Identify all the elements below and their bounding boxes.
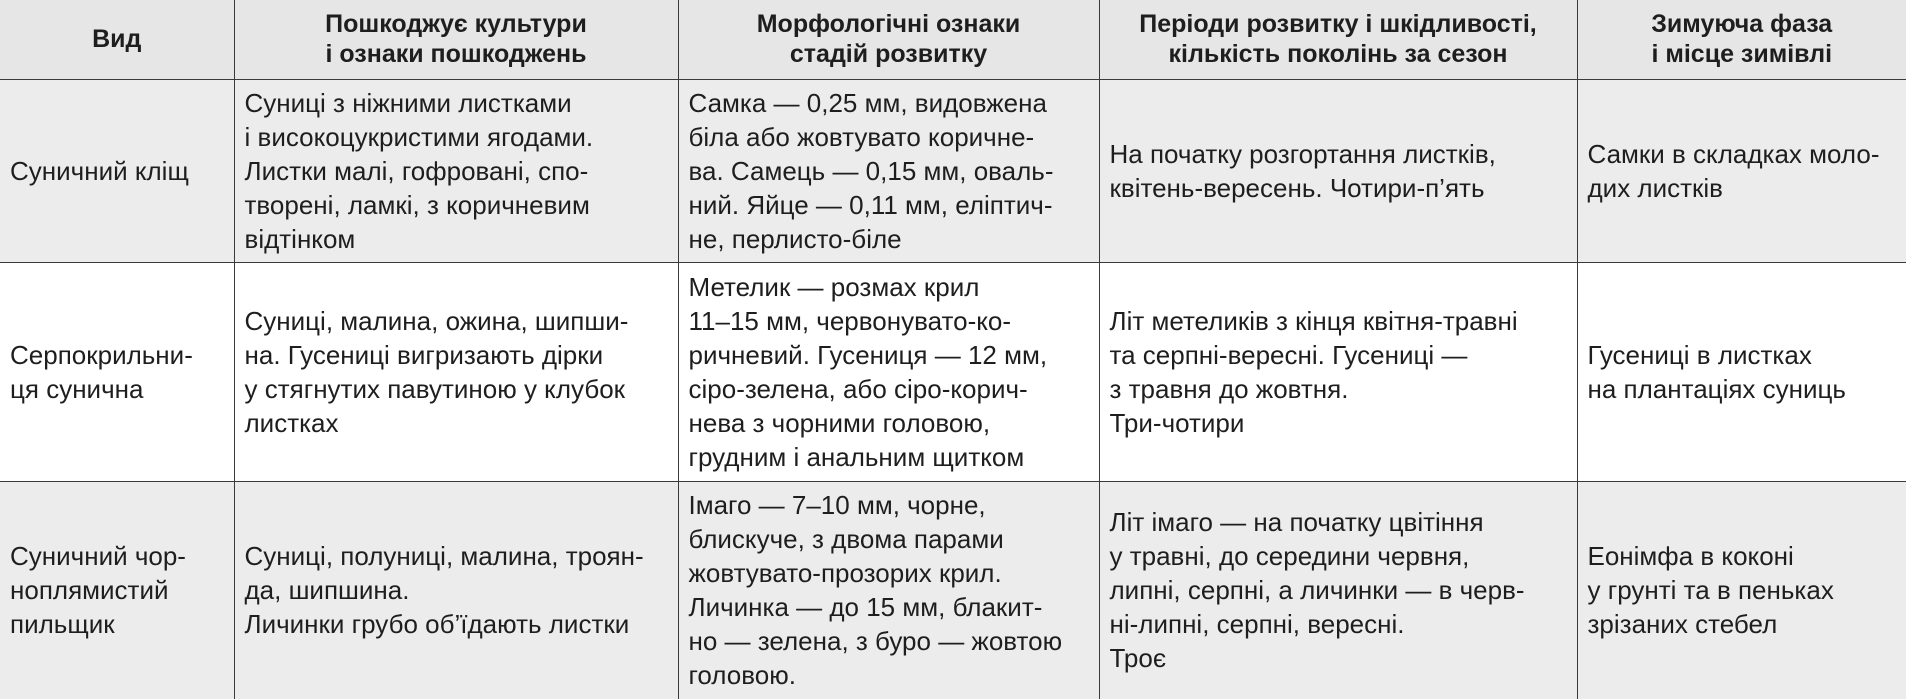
header-morphology: Морфологічні ознаки стадій розвитку <box>678 0 1099 79</box>
cell-damage: Суниці, полуниці, малина, троян- да, шипшина. Личинки грубо об’їдають листки <box>234 481 678 699</box>
cell-periods: Літ метеликів з кінця квітня-травні та серпні-вересні. Гусениці — з травня до жовтня. Три-чотири <box>1099 262 1577 481</box>
cell-periods: На початку розгортання листків, квітень-вересень. Чотири-п’ять <box>1099 79 1577 262</box>
cell-morphology: Метелик — розмах крил 11–15 мм, червонувато-ко- ричневий. Гусениця — 12 мм, сіро-зелена, або сіро-корич- нева з чорними головою, грудним і анальним щитком <box>678 262 1099 481</box>
table-row <box>0 481 1906 699</box>
cell-wintering: Еонімфа в коконі у грунті та в пеньках зрізаних стебел <box>1577 481 1906 699</box>
header-periods: Періоди розвитку і шкідливості, кількість поколінь за сезон <box>1099 0 1577 79</box>
header-species: Вид <box>0 0 234 79</box>
cell-species: Суничний кліщ <box>0 79 234 262</box>
cell-wintering: Самки в складках моло- дих листків <box>1577 79 1906 262</box>
cell-morphology: Імаго — 7–10 мм, чорне, блискуче, з двома парами жовтувато-прозорих крил. Личинка — до 15 мм, блакит- но — зелена, з буро — жовтою головою. <box>678 481 1099 699</box>
cell-periods: Літ імаго — на початку цвітіння у травні, до середини червня, липні, серпні, а личинки — в черв- ні-липні, серпні, вересні. Троє <box>1099 481 1577 699</box>
cell-damage: Суниці з ніжними листками і високоцукристими ягодами. Листки малі, гофровані, спо- творені, ламкі, з коричневим відтінком <box>234 79 678 262</box>
cell-damage: Суниці, малина, ожина, шипши- на. Гусениці вигризають дірки у стягнутих павутиною у клубок листках <box>234 262 678 481</box>
cell-species: Суничний чор- ноплямистий пильщик <box>0 481 234 699</box>
cell-species: Серпокрильни- ця сунична <box>0 262 234 481</box>
table-row <box>0 262 1906 481</box>
header-wintering: Зимуюча фаза і місце зимівлі <box>1577 0 1906 79</box>
cell-morphology: Самка — 0,25 мм, видовжена біла або жовтувато коричне- ва. Самець — 0,15 мм, оваль- ний. Яйце — 0,11 мм, еліптич- не, перлисто-біле <box>678 79 1099 262</box>
table-row <box>0 79 1906 262</box>
cell-wintering: Гусениці в листках на плантаціях суниць <box>1577 262 1906 481</box>
header-row <box>0 0 1906 79</box>
header-damage: Пошкоджує культури і ознаки пошкоджень <box>234 0 678 79</box>
